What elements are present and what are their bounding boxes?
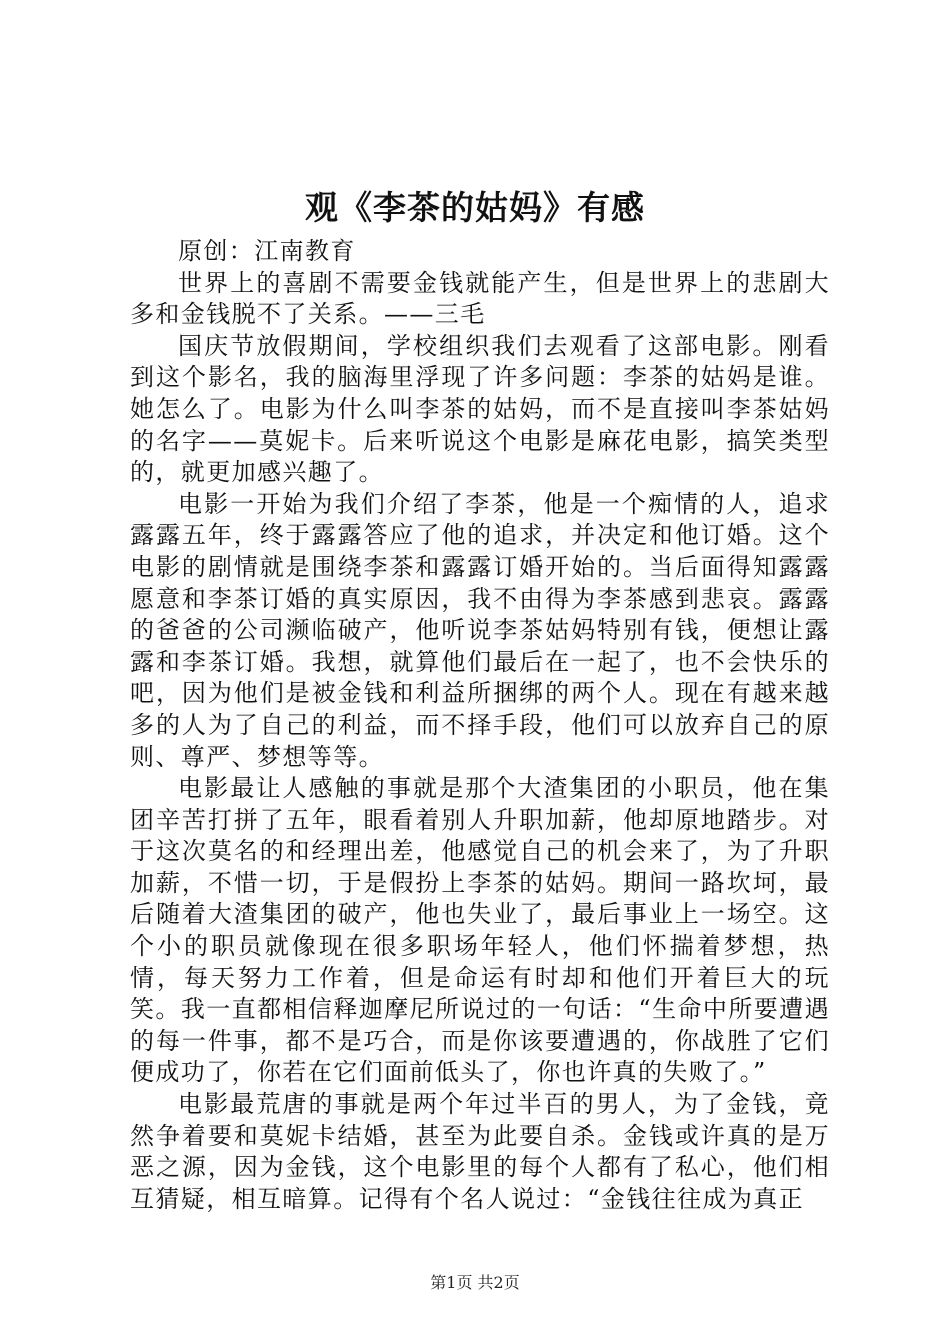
- paragraph-employee: 电影最让人感触的事就是那个大渣集团的小职员，他在集团辛苦打拼了五年，眼看着别人升职加薪，他却原地踏步。对于这次莫名的和经理出差，他感觉自己的机会来了，为了升职加薪，不惜一切，于是假扮上李茶的姑妈。期间一路坎坷，最后随着大渣集团的破产，他也失业了，最后事业上一场空。这个小的职员就像现在很多职场年轻人，他们怀揣着梦想，热情，每天努力工作着，但是命运有时却和他们开着巨大的玩笑。我一直都相信释迦摩尼所说过的一句话：“生命中所要遭遇的每一件事，都不是巧合，而是你该要遭遇的，你战胜了它们便成功了，你若在它们面前低头了，你也许真的失败了。”: [130, 774, 830, 1087]
- paragraph-intro: 国庆节放假期间，学校组织我们去观看了这部电影。刚看到这个影名，我的脑海里浮现了许多问题：李茶的姑妈是谁。她怎么了。电影为什么叫李茶的姑妈，而不是直接叫李茶姑妈的名字——莫妮卡。后来听说这个电影是麻花电影，搞笑类型的，就更加感兴趣了。: [130, 331, 830, 487]
- page-number: 第1页 共2页: [430, 1273, 520, 1292]
- paragraph-absurd: 电影最荒唐的事就是两个年过半百的男人，为了金钱，竟然争着要和莫妮卡结婚，甚至为此要自杀。金钱或许真的是万恶之源，因为金钱，这个电影里的每个人都有了私心，他们相互猜疑，相互暗算。记得有个名人说过：“金钱往往成为真正: [130, 1090, 830, 1213]
- document-body: [130, 236, 830, 1215]
- paragraph-plot: 电影一开始为我们介绍了李茶，他是一个痴情的人，追求露露五年，终于露露答应了他的追求，并决定和他订婚。这个电影的剧情就是围绕李茶和露露订婚开始的。当后面得知露露愿意和李茶订婚的真实原因，我不由得为李茶感到悲哀。露露的爸爸的公司濒临破产，他听说李茶姑妈特别有钱，便想让露露和李茶订婚。我想，就算他们最后在一起了，也不会快乐的吧，因为他们是被金钱和利益所捆绑的两个人。现在有越来越多的人为了自己的利益，而不择手段，他们可以放弃自己的原则、尊严、梦想等等。: [130, 489, 830, 771]
- document-title: 观《李茶的姑妈》有感: [305, 188, 645, 227]
- paragraph-quote: 世界上的喜剧不需要金钱就能产生，但是世界上的悲剧大多和金钱脱不了关系。——三毛: [130, 268, 830, 329]
- author-line: 原创：江南教育: [178, 237, 356, 265]
